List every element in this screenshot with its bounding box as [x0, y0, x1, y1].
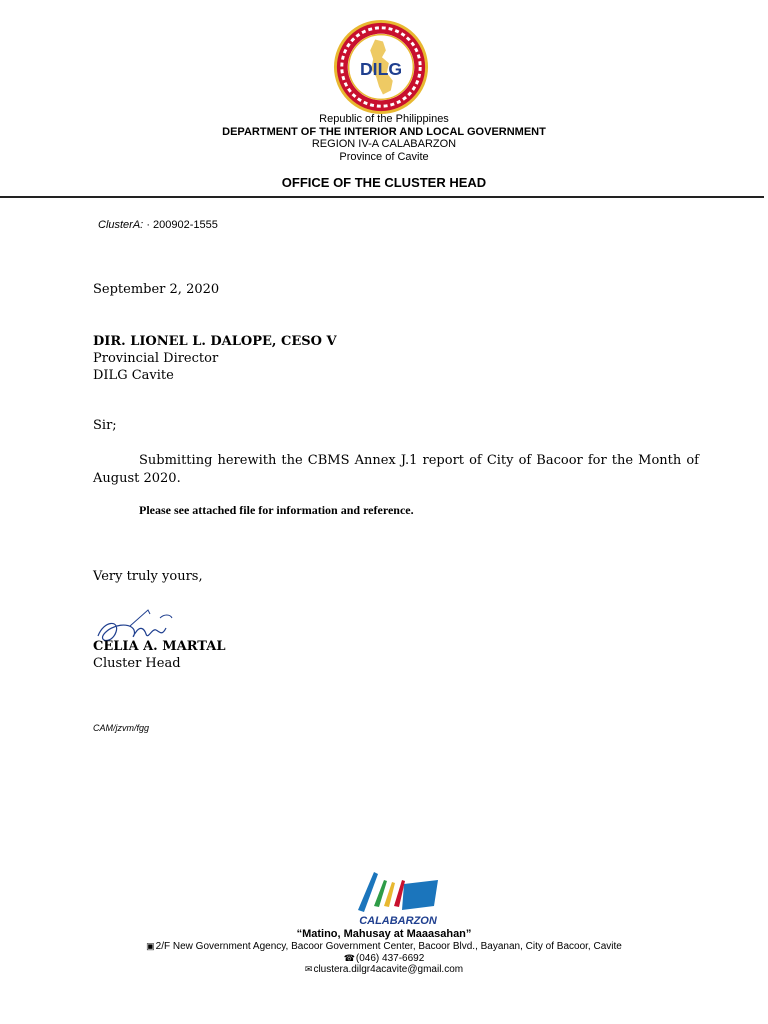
salutation: Sir; [93, 418, 117, 433]
dilg-seal-logo [332, 18, 430, 116]
phone-icon: ☎ [343, 952, 355, 963]
svg-text:DILG: DILG [359, 58, 403, 79]
email-text: clustera.dilgr4acavite@gmail.com [313, 964, 464, 975]
recipient-name: DIR. LIONEL L. DALOPE, CESO V [93, 334, 337, 349]
republic-line: Republic of the Philippines [319, 113, 449, 125]
body-paragraph-1: Submitting herewith the CBMS Annex J.1 report of City of Bacoor for the Month of August 2020. [93, 453, 699, 486]
footer [0, 928, 768, 976]
building-icon: ▣ [146, 941, 155, 951]
signer-name: CELIA A. MARTAL [93, 639, 226, 654]
recipient-block [93, 333, 337, 384]
reference-initials: CAM/jzvm/fgg [93, 723, 150, 733]
letterhead [0, 113, 768, 163]
letter-date: September 2, 2020 [93, 282, 220, 297]
header-divider [0, 196, 764, 198]
motto: “Matino, Mahusay at Maaasahan” [296, 928, 472, 940]
recipient-title: Provincial Director [93, 351, 219, 366]
body-paragraph-2: Please see attached file for information and reference. [139, 503, 414, 517]
recipient-office: DILG Cavite [93, 368, 174, 383]
office-title: OFFICE OF THE CLUSTER HEAD [281, 175, 487, 190]
svg-text:CALABARZON: CALABARZON [359, 915, 437, 927]
province-line: Province of Cavite [339, 150, 429, 163]
email-icon: ✉ [304, 964, 313, 974]
reference-value: · 200902-1555 [146, 219, 218, 231]
signer-block [93, 638, 225, 672]
address-text: 2/F New Government Agency, Bacoor Government Center, Bacoor Blvd., Bayanan, City of Bacoor, Cavite [155, 941, 622, 952]
department-line: DEPARTMENT OF THE INTERIOR AND LOCAL GOVERNMENT [222, 125, 546, 138]
footer-address [0, 941, 768, 953]
closing: Very truly yours, [93, 569, 203, 584]
footer-phone [0, 953, 768, 965]
phone-text: (046) 437-6692 [355, 952, 425, 964]
signer-title: Cluster Head [93, 656, 181, 671]
footer-email [0, 964, 768, 976]
region-line: REGION IV-A CALABARZON [311, 138, 457, 150]
reference-label: ClusterA: [98, 219, 144, 231]
calabarzon-logo [354, 866, 442, 930]
reference-number [98, 219, 218, 231]
